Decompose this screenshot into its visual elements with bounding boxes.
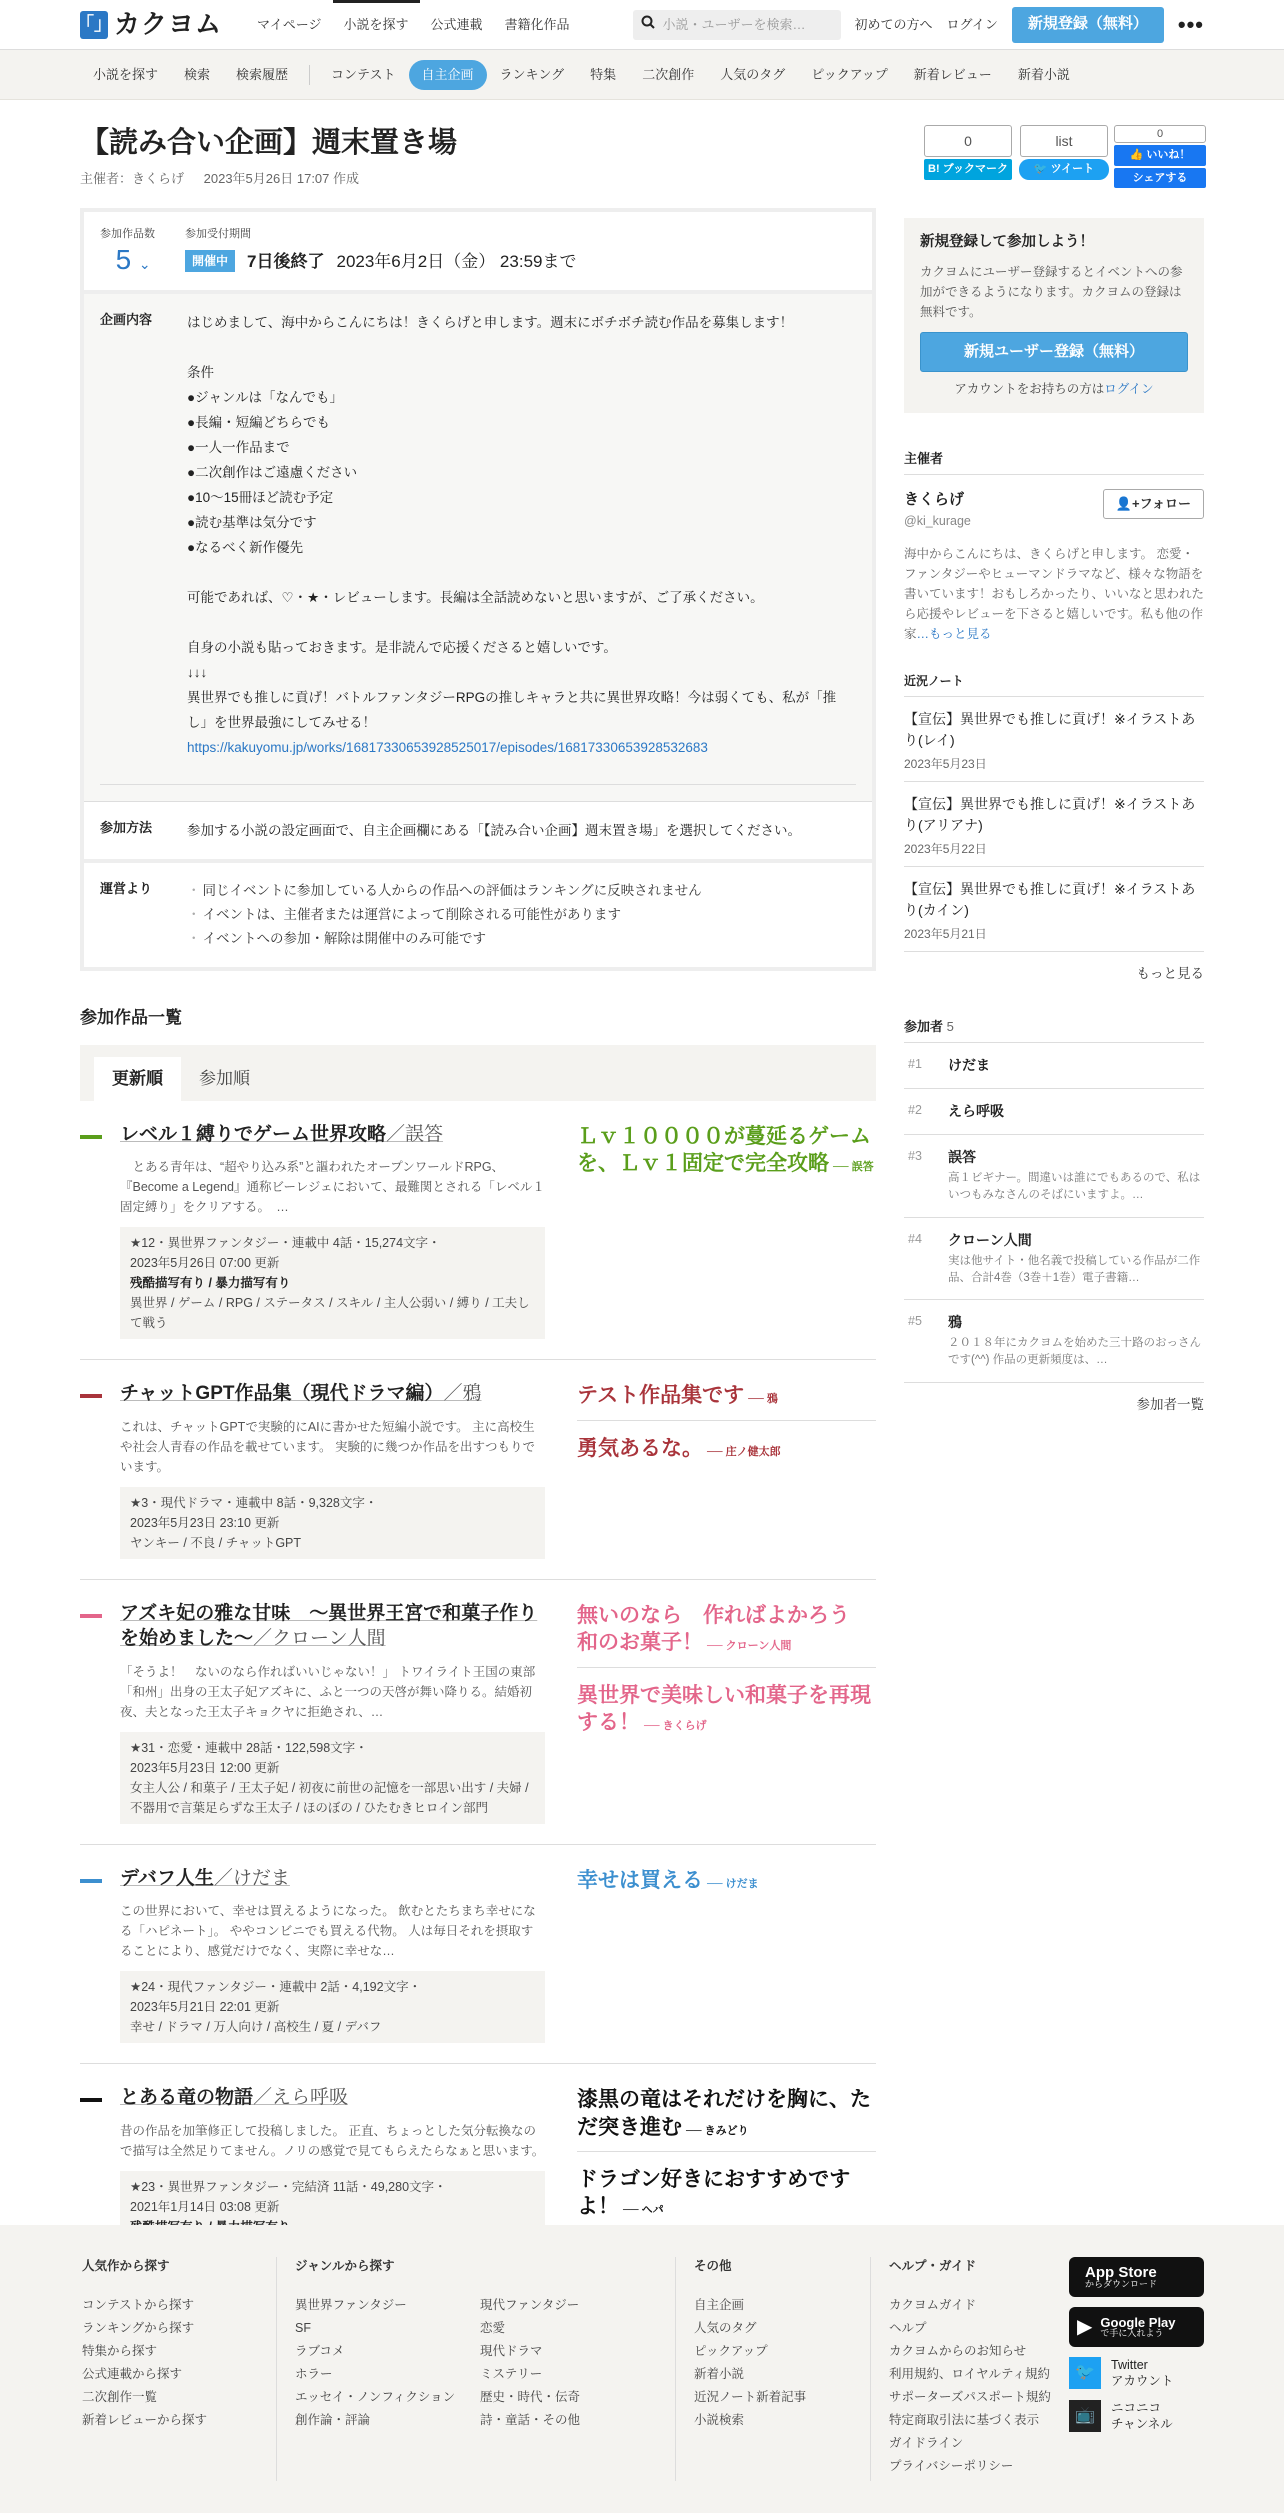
join-login-link[interactable]: ログイン (1104, 381, 1154, 396)
play-icon: ▶ (1077, 2316, 1093, 2338)
user-plus-icon: 👤+ (1115, 496, 1140, 511)
participant-item[interactable]: #5 鴉 ２０１８年にカクヨムを始めた三十路のおっさんです(^^) 作品の更新頻度は、… (904, 1300, 1204, 1383)
logo-text: カクヨム (114, 9, 223, 39)
work-title[interactable]: レベル１縛りでゲーム世界攻略／誤答 (120, 1123, 444, 1145)
subnav-history[interactable]: 検索履歴 (236, 66, 289, 82)
deadline: 2023年6月2日（金） 23:59まで (336, 251, 577, 271)
work-updated: 2023年5月21日 22:01 更新 (130, 2000, 280, 2015)
nav-books[interactable]: 書籍化作品 (504, 16, 570, 32)
ops-rule: ・ イベントへの参加・解除は開催中のみ可能です (187, 927, 702, 951)
footer-link[interactable]: 異世界ファンタジー (295, 2297, 407, 2312)
login-link[interactable]: ログイン (946, 16, 998, 32)
footer-col-other: その他 自主企画 人気のタグ ピックアップ 新着小説 近況ノート新着記事 小説検索 (692, 2257, 854, 2481)
footer-link[interactable]: 恋愛 (480, 2320, 506, 2335)
participant-item[interactable]: #3 誤答 高１ビギナー。間違いは誰にでもあるので、私はいつもみなさんのそばにいますよ。… (904, 1135, 1204, 1218)
footer-col-popular: 人気作から探す コンテストから探す ランキングから探す 特集から探す 公式連載から探す 二次創作一覧 新着レビューから探す (80, 2257, 260, 2481)
chevron-down-icon: ⌄ (138, 255, 151, 272)
subnav-features[interactable]: 特集 (590, 66, 617, 82)
work-info (120, 1227, 545, 1339)
period-label: 参加受付期間 (185, 228, 251, 241)
work-reviews (577, 1867, 876, 2044)
subnav-contest[interactable]: コンテスト (331, 66, 396, 82)
tweet-count: list (1020, 125, 1108, 157)
tweet-button[interactable]: 🐦 ツイート (1019, 159, 1109, 180)
kakuyomu-logo[interactable] (76, 5, 223, 44)
nav-search-novels[interactable]: 小説を探す (333, 0, 420, 50)
remaining-days: 7日後終了 (247, 251, 325, 271)
join-desc: カクヨムにユーザー登録するとイベントへの参加ができるようになります。カクヨムの登録は無料です。 (920, 264, 1183, 319)
review-catchcopy[interactable]: 勇気あるな。 ── 庄ノ健太郎 (577, 1420, 876, 1472)
ops-section (84, 859, 872, 967)
footer-link[interactable]: ヘルプ (889, 2320, 927, 2335)
review-catchcopy[interactable]: テスト作品集です ── 鴉 (577, 1384, 778, 1408)
work-intro: この世界において、幸せは買えるようになった。 飲むとたちまち幸せになる「ハピネート」。 ややコンビニでも買える代物。 人は毎日それを摂取することにより、感覚だけでなく、実際に幸せな… (120, 1904, 536, 1959)
twitter-account-link[interactable]: 🐦 Twitter アカウント (1069, 2357, 1204, 2390)
work-item (80, 1580, 876, 1844)
footer-link[interactable]: 創作論・評論 (295, 2412, 371, 2427)
note-item[interactable]: 【宣伝】異世界でも推しに貢げ！※イラストあり(カイン) 2023年5月21日 (904, 867, 1204, 952)
review-catchcopy[interactable]: ドラゴン好きにおすすめですよ！ ── ヘパ (577, 2151, 876, 2231)
twitter-icon: 🐦 (1069, 2357, 1101, 2389)
fb-like-button[interactable]: 👍 いいね！ (1114, 145, 1206, 166)
tab-joined[interactable]: 参加順 (199, 1069, 250, 1089)
work-color-bar (80, 1135, 102, 1139)
review-catchcopy[interactable]: 無いのなら 作ればよかろう 和のお菓子！ ── クローン人間 (577, 1604, 871, 1655)
footer-link[interactable]: カクヨムガイド (889, 2297, 977, 2312)
logo-mark: 「」 (80, 11, 108, 39)
footer (0, 2225, 1284, 2513)
work-title[interactable]: デバフ人生／けだま (120, 1867, 290, 1889)
work-title[interactable]: アズキ妃の雅な甘味 ～異世界王宮で和菓子作りを始めました～／クローン人間 (120, 1603, 538, 1649)
host-profile (904, 489, 1204, 530)
content-text: はじめまして、海中からこんにちは！きくらげと申します。週末にボチボチ読む作品を募集します！ 条件 ●ジャンルは「なんでも」 ●長編・短編どちらでも ●一人一作品まで ●二次創作はご遠慮ください ●10～15冊ほど読む予定 ●読む基準は気分です ●なるべく新作優先 可能であれば、♡・★・レビューします。長編は全話読めないと思いますが、ご了承ください。 自身の小説も貼っておきます。是非読んで応援くださると嬉しいです。 ↓↓↓ 異世界でも推しに貢げ！バトルファンタジーRPGの推しキャラと共に異世界攻略！今は弱くても、私が「推し」を世界最強にしてみせる！ https://kakuyomu.jp/works/16817330653928525017/episodes/16817330653928532683 (187, 310, 856, 785)
work-color-bar (80, 1879, 102, 1883)
footer-link[interactable]: ミステリー (480, 2366, 543, 2381)
subnav-fanfic[interactable]: 二次創作 (642, 66, 695, 82)
global-header (0, 0, 1284, 50)
note-item[interactable]: 【宣伝】異世界でも推しに貢げ！※イラストあり(レイ) 2023年5月23日 (904, 697, 1204, 782)
work-item (80, 1845, 876, 2065)
join-title: 新規登録して参加しよう！ (920, 234, 1094, 250)
work-updated: 2023年5月26日 07:00 更新 (130, 1256, 280, 1271)
work-author[interactable]: ／けだま (213, 1867, 290, 1889)
work-intro: 「そうよ！ ないのなら作ればいいじゃない！」 トワイライト王国の東部「和州」出身の王太子妃アズキに、ふと一つの天啓が舞い降りる。結婚初夜、夫となった王太子キョクヤに拒絶され、… (120, 1664, 536, 1719)
footer-link[interactable]: 特集から探す (82, 2343, 158, 2358)
notes-heading: 近況ノート (904, 672, 1204, 697)
footer-link[interactable]: ピックアップ (694, 2343, 768, 2358)
footer-col-help: ヘルプ・ガイド カクヨムガイド ヘルプ カクヨムからのお知らせ 利用規約、ロイヤルティ規約 サポーターズパスポート規約 特定商取引法に基づく表示 ガイドライン プライバシーポリシー (887, 2257, 1067, 2481)
work-color-bar (80, 1394, 102, 1398)
work-info (120, 1487, 545, 1559)
work-info (120, 1732, 545, 1824)
footer-col-genre: ジャンルから探す 異世界ファンタジー 現代ファンタジー SF 恋愛 ラブコメ 現代ドラマ ホラー ミステリー エッセイ・ノンフィクション 歴史・時代・伝奇 創作論・評論 詩・童話・その他 (293, 2257, 659, 2481)
footer-link[interactable]: コンテストから探す (82, 2297, 195, 2312)
search-icon (641, 15, 655, 35)
join-box (904, 218, 1204, 413)
subnav-tags[interactable]: 人気のタグ (720, 66, 786, 82)
review-catchcopy[interactable]: 漆黒の竜はそれだけを胸に、ただ突き進む ── きみどり (577, 2088, 871, 2139)
main-column (80, 125, 876, 2284)
review-catchcopy[interactable]: Ｌｖ１００００が蔓延るゲームを、Ｌｖ１固定で完全攻略 ── 誤答 (577, 1124, 874, 1176)
footer-link[interactable]: ラブコメ (295, 2343, 345, 2358)
host-id: @ki_kurage (904, 513, 971, 528)
works-heading: 参加作品一覧 (80, 1008, 182, 1028)
created-date: 2023年5月26日 17:07 作成 (203, 170, 360, 186)
google-play-badge[interactable]: ▶ Google Play で手に入れよう (1069, 2307, 1204, 2347)
work-stats: ★31・恋愛・連載中 28話・122,598文字・ (130, 1740, 368, 1755)
footer-link[interactable]: カクヨムからのお知らせ (889, 2343, 1027, 2358)
subnav-new-novels[interactable]: 新着小説 (1017, 66, 1070, 82)
method-text: 参加する小説の設定画面で、自主企画欄にある「【読み合い企画】週末置き場」を選択してください。 (187, 823, 801, 839)
work-stats: ★3・現代ドラマ・連載中 8話・9,328文字・ (130, 1496, 378, 1511)
sidebar (904, 125, 1204, 1415)
work-updated: 2021年1月14日 03:08 更新 (130, 2199, 280, 2214)
nav-official[interactable]: 公式連載 (430, 16, 483, 32)
app-store-badge[interactable]: App Store からダウンロード (1069, 2257, 1204, 2297)
host-label[interactable]: 主催者：きくらげ (80, 170, 185, 186)
work-updated: 2023年5月23日 12:00 更新 (130, 1760, 280, 1775)
work-tags[interactable]: 異世界 / ゲーム / RPG / ステータス / スキル / 主人公弱い / 縛り / 工夫して戦う (130, 1296, 530, 1331)
host-desc: 海中からこんにちは、きくらげと申します。 恋愛・ファンタジーやヒューマンドラマなど、様々な物語を書いています！おもしろかったり、いいなと思われたら応援やレビューを下さると嬉しいです。私も他の作家…もっと見る (904, 547, 1205, 642)
host-more-link[interactable]: …もっと見る (916, 627, 992, 642)
page-title: 【読み合い企画】週末置き場 (80, 127, 458, 159)
tab-updated[interactable]: 更新順 (94, 1057, 181, 1101)
work-warnings: 残酷描写有り / 暴力描写有り (130, 1276, 291, 1291)
notes-list (904, 697, 1204, 952)
footer-link[interactable]: ランキングから探す (82, 2320, 195, 2335)
work-stats: ★12・異世界ファンタジー・連載中 4話・15,274文字・ (130, 1236, 441, 1251)
work-color-bar (80, 2098, 102, 2102)
work-updated: 2023年5月23日 23:10 更新 (130, 1516, 280, 1531)
ops-rule: ・ イベントは、主催者または運営によって削除される可能性があります (187, 903, 702, 927)
participant-item[interactable]: #2 えら呼吸 (904, 1089, 1204, 1135)
footer-link[interactable]: サポーターズパスポート規約 (889, 2389, 1051, 2404)
subnav-divider (309, 65, 310, 85)
review-catchcopy[interactable]: 異世界で美味しい和菓子を再現する！ ── きくらげ (577, 1667, 876, 1747)
footer-link[interactable]: 現代ドラマ (480, 2343, 543, 2358)
footer-apps (1069, 2257, 1204, 2481)
footer-link[interactable]: 特定商取引法に基づく表示 (889, 2412, 1040, 2427)
top-nav (246, 0, 581, 50)
participants-list (904, 1043, 1204, 1383)
work-tags[interactable]: ヤンキー / 不良 / チャットGPT (130, 1536, 302, 1551)
subnav-pickup[interactable]: ピックアップ (811, 66, 888, 82)
work-stats: ★24・現代ファンタジー・連載中 2話・4,192文字・ (130, 1980, 422, 1995)
entry-count-label: 参加作品数 (100, 228, 155, 241)
method-label: 参加方法 (100, 820, 153, 836)
footer-link[interactable]: 二次創作一覧 (82, 2389, 158, 2404)
footer-link[interactable]: ホラー (295, 2366, 333, 2381)
participant-item[interactable]: #4 クローン人間 実は他サイト・他名義で投稿している作品が二作品、合計4巻（3巻＋1巻）電子書籍… (904, 1218, 1204, 1301)
first-time-link[interactable]: 初めての方へ (854, 16, 933, 32)
footer-link[interactable]: 新着レビューから探す (82, 2412, 208, 2427)
work-tags[interactable]: 幸せ / ドラマ / 万人向け / 高校生 / 夏 / デバフ (130, 2020, 382, 2035)
ops-rule: ・ 同じイベントに参加している人からの作品への評価はランキングに反映されません (187, 879, 702, 903)
work-author[interactable]: ／鴉 (443, 1383, 482, 1405)
work-info (120, 1971, 545, 2043)
share-buttons (904, 125, 1204, 188)
footer-link[interactable]: 自主企画 (694, 2297, 745, 2312)
work-author[interactable]: ／クローン人間 (253, 1627, 386, 1649)
work-intro: とある青年は、“超やり込み系”と謳われたオープンワールドRPG、『Become a Legend』通称ビーレジェにおいて、最難関とされる「レベル１固定縛り」をクリアする。 … (120, 1160, 545, 1215)
hatena-count: 0 (924, 125, 1012, 157)
fb-share-button[interactable]: シェアする (1114, 168, 1206, 189)
twitter-icon: 🐦 (1033, 163, 1048, 175)
follow-button[interactable]: 👤+フォロー (1103, 489, 1204, 519)
footer-link[interactable]: 詩・童話・その他 (480, 2412, 581, 2427)
content-section (84, 294, 872, 801)
participants-more-link[interactable]: 参加者一覧 (1136, 1396, 1204, 1412)
fb-count: 0 (1114, 125, 1206, 143)
subnav-search[interactable]: 検索 (184, 66, 211, 82)
search-input[interactable] (633, 10, 841, 40)
footer-link[interactable]: プライバシーポリシー (889, 2458, 1014, 2473)
work-color-bar (80, 1614, 102, 1618)
register-button[interactable]: 新規登録（無料） (1012, 7, 1164, 43)
works-tabs (80, 1045, 876, 1101)
nav-mypage[interactable]: マイページ (257, 16, 322, 32)
work-tags[interactable]: 女主人公 / 和菓子 / 王太子妃 / 初夜に前世の記憶を一部思い出す / 夫婦 / 不器用で言葉足らずな王太子 / ほのぼの / ひたむきヒロイン部門 (130, 1780, 529, 1815)
works-list (80, 1101, 876, 2284)
event-info-box (80, 208, 876, 971)
sub-nav (0, 50, 1284, 100)
method-section (84, 801, 872, 859)
event-meta (80, 169, 876, 189)
footer-link[interactable]: SF (295, 2320, 311, 2335)
footer-link[interactable]: 歴史・時代・伝奇 (480, 2389, 581, 2404)
participants-heading: 参加者 5 (904, 1017, 1204, 1044)
content-link[interactable]: https://kakuyomu.jp/works/16817330653928525017/episodes/16817330653928532683 (187, 740, 708, 756)
work-title[interactable]: とある竜の物語／えら呼吸 (120, 2087, 349, 2109)
work-item (80, 1101, 876, 1361)
status-badge: 開催中 (185, 250, 235, 272)
host-name[interactable]: きくらげ (904, 491, 965, 508)
footer-link[interactable]: 利用規約、ロイヤルティ規約 (889, 2366, 1051, 2381)
work-title[interactable]: チャットGPT作品集（現代ドラマ編）／鴉 (120, 1383, 482, 1405)
niconico-channel-link[interactable]: 📺 ニコニコ チャンネル (1069, 2400, 1204, 2433)
host-heading: 主催者 (904, 449, 1204, 476)
work-stats: ★23・異世界ファンタジー・完結済 11話・49,280文字・ (130, 2179, 447, 2194)
work-author[interactable]: ／えら呼吸 (253, 2087, 349, 2109)
user-register-button[interactable]: 新規ユーザー登録（無料） (920, 332, 1188, 372)
subnav-new-reviews[interactable]: 新着レビュー (913, 66, 992, 82)
hatena-bookmark-button[interactable]: B! ブックマーク (924, 159, 1012, 180)
participant-item[interactable]: #1 けだま (904, 1043, 1204, 1089)
note-item[interactable]: 【宣伝】異世界でも推しに貢げ！※イラストあり(アリアナ) 2023年5月22日 (904, 782, 1204, 867)
work-reviews (577, 1123, 876, 1340)
work-author[interactable]: ／誤答 (386, 1123, 444, 1145)
work-item (80, 1360, 876, 1580)
footer-link[interactable]: 新着小説 (694, 2366, 745, 2381)
footer-link[interactable]: 公式連載から探す (82, 2366, 183, 2381)
search-placeholder: 小説・ユーザーを検索… (662, 16, 806, 32)
more-menu-icon[interactable]: ••• (1177, 12, 1204, 37)
subnav-ranking[interactable]: ランキング (499, 66, 565, 82)
footer-link[interactable]: 近況ノート新着記事 (694, 2389, 807, 2404)
footer-link[interactable]: 人気のタグ (694, 2320, 757, 2335)
notes-more-link[interactable]: もっと見る (1136, 966, 1204, 982)
niconico-icon: 📺 (1069, 2400, 1101, 2432)
thumbs-up-icon: 👍 (1129, 149, 1144, 161)
login-line: アカウントをお持ちの方はログイン (954, 381, 1154, 396)
entry-count[interactable]: 5 ⌄ (115, 243, 151, 275)
subnav-search-novels[interactable]: 小説を探す (93, 66, 159, 82)
work-reviews (577, 1602, 876, 1823)
subnav-user-events[interactable]: 自主企画 (409, 60, 487, 90)
content-label: 企画内容 (100, 312, 153, 328)
work-reviews (577, 1382, 876, 1559)
work-intro: これは、チャットGPTで実験的にAIに書かせた短編小説です。 主に高校生や社会人青春の作品を載せています。 実験的に幾つか作品を出すつもりでいます。 (120, 1420, 535, 1475)
ops-label: 運営より (100, 881, 153, 897)
footer-link[interactable]: エッセイ・ノンフィクション (295, 2389, 456, 2404)
review-catchcopy[interactable]: 幸せは買える ── けだま (577, 1868, 759, 1892)
footer-link[interactable]: 小説検索 (694, 2412, 745, 2427)
footer-link[interactable]: 現代ファンタジー (480, 2297, 580, 2312)
footer-link[interactable]: ガイドライン (889, 2435, 964, 2450)
work-intro: 昔の作品を加筆修正して投稿しました。 正直、ちょっとした気分転換なので描写は全然足りてません。ノリの感覚で見てもらえたらなぁと思います。 (120, 2123, 545, 2158)
